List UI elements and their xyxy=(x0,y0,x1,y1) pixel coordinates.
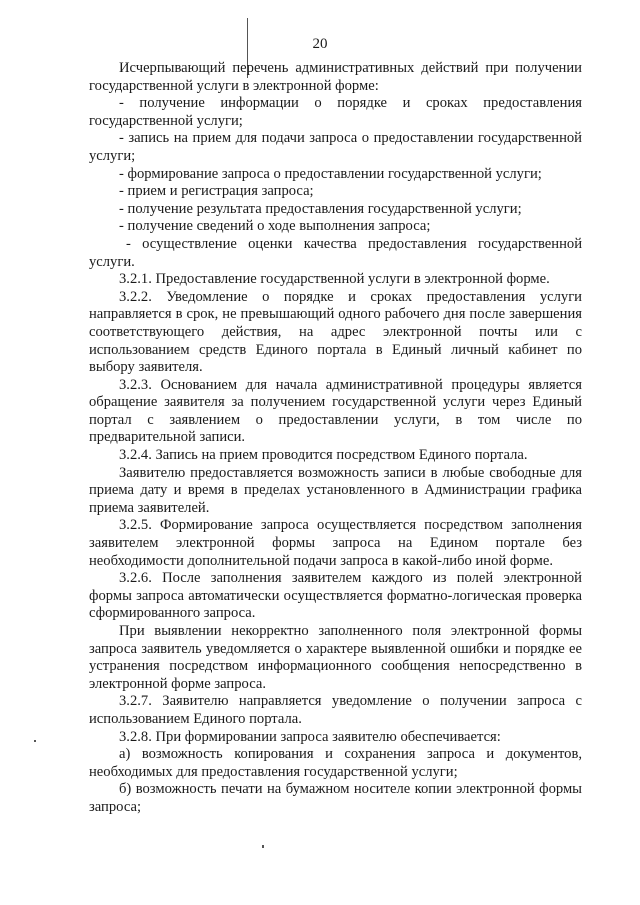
paragraph: б) возможность печати на бумажном носителе копии электронной формы запроса; xyxy=(89,781,582,815)
paragraph: - формирование запроса о предоставлении государственной услуги; xyxy=(119,165,542,182)
paragraph: - получение сведений о ходе выполнения запроса; xyxy=(119,218,431,235)
paragraph: - прием и регистрация запроса; xyxy=(119,183,314,200)
paragraph: При выявлении некорректно заполненного поля электронной формы запроса заявитель уведомляется о характере выявленной ошибки и порядке ее устранения посредством информационного сообщения непосредственно в электронной форме запроса. xyxy=(89,623,582,692)
document-body xyxy=(89,60,582,817)
scan-artifact-dot xyxy=(34,740,36,742)
paragraph: 3.2.2. Уведомление о порядке и сроках предоставления услуги направляется в срок, не превышающий одного рабочего дня после завершения соответствующего действия, на адрес электронной почты или с использованием средств Единого портала в Единый личный кабинет по выбору заявителя. xyxy=(89,288,582,376)
paragraph: - запись на прием для подачи запроса о предоставлении государственной услуги; xyxy=(89,130,582,164)
paragraph: 3.2.7. Заявителю направляется уведомление о получении запроса с использованием Единого портала. xyxy=(89,693,582,727)
page-number: 20 xyxy=(312,36,328,52)
paragraph: 3.2.3. Основанием для начала административной процедуры является обращение заявителя за получением государственной услуги через Единый портал с заявлением о предоставлении услуги, в том числе по предварительной записи. xyxy=(89,376,582,446)
paragraph: 3.2.6. После заполнения заявителем каждого из полей электронной формы запроса автоматически осуществляется форматно-логическая проверка сформированного запроса. xyxy=(89,570,582,622)
paragraph: 3.2.5. Формирование запроса осуществляется посредством заполнения заявителем электронной формы запроса на Едином портале без необходимости дополнительной подачи запроса в какой-либо иной форме. xyxy=(89,517,582,569)
paragraph: а) возможность копирования и сохранения запроса и документов, необходимых для предоставления государственной услуги; xyxy=(89,746,582,780)
paragraph: 3.2.4. Запись на прием проводится посредством Единого портала. xyxy=(119,447,528,464)
paragraph: Заявителю предоставляется возможность записи в любые свободные для приема дату и время в пределах установленного в Администрации графика приема заявителей. xyxy=(89,464,582,516)
paragraph: Исчерпывающий перечень административных действий при получении государственной услуги в электронной форме: xyxy=(89,60,582,94)
paragraph: - получение результата предоставления государственной услуги; xyxy=(119,200,522,217)
scan-artifact-dot xyxy=(262,845,264,848)
paragraph: - получение информации о порядке и сроках предоставления государственной услуги; xyxy=(89,95,582,129)
paragraph: 3.2.8. При формировании запроса заявителю обеспечивается: xyxy=(119,728,501,745)
paragraph: 3.2.1. Предоставление государственной услуги в электронной форме. xyxy=(119,271,550,288)
paragraph: - осуществление оценки качества предоставления государственной услуги. xyxy=(89,235,582,270)
